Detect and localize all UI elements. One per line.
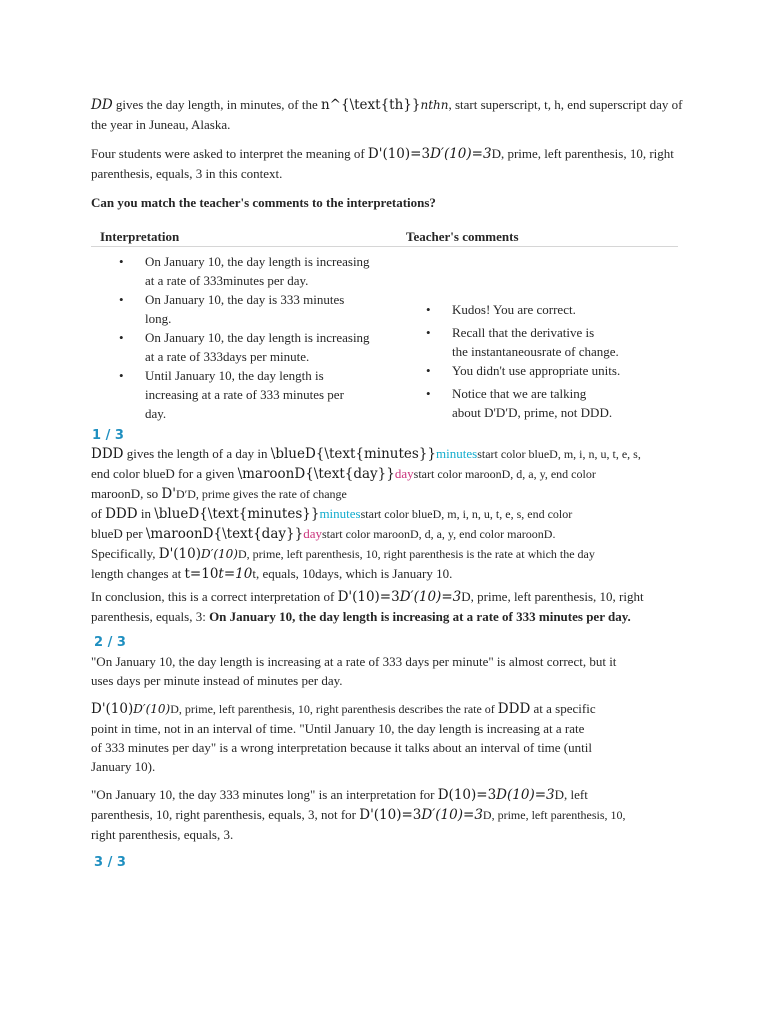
math-latex: D' <box>161 486 176 502</box>
interpretation-line: • On January 10, the day length is increasing <box>145 330 370 345</box>
comment-line: • Notice that we are talking <box>452 386 587 401</box>
conclusion-bold: On January 10, the day length is increasing at a rate of 333 minutes per day. <box>209 609 631 624</box>
math-rendered: D′(10)=3 <box>430 146 492 162</box>
comment-item[interactable] <box>452 361 692 380</box>
math-latex: \maroonD{\text{day}} <box>145 526 304 542</box>
comment-item[interactable] <box>452 300 692 319</box>
math: DDD <box>91 446 124 462</box>
math-latex: D'(10) <box>158 546 201 562</box>
math-D: DD <box>91 97 113 113</box>
table-header <box>91 226 678 247</box>
comment-line: • You didn't use appropriate units. <box>452 363 621 378</box>
math-blue: minutes <box>319 506 361 521</box>
interpretation-line: day. <box>145 406 167 421</box>
comment-item[interactable] <box>452 384 692 422</box>
text: D′D, prime gives the rate of change <box>175 487 347 501</box>
interpretation-line: • On January 10, the day is 333 minutes <box>145 292 345 307</box>
text: t, equals, 10days, which is January 10. <box>252 566 453 581</box>
text-line: "On January 10, the day length is increasing at a rate of 333 days per minute" is almost correct, but it <box>91 654 617 669</box>
intro-text: , start superscript, t, h, end superscript day of the year in Juneau, Alaska. <box>91 97 683 132</box>
text: D, prime, left parenthesis, 10, right <box>461 589 644 604</box>
step-link[interactable]: 3 / 3 <box>94 855 126 870</box>
step-2-paragraph-3 <box>91 785 691 844</box>
intro-text: gives the day length, in minutes, of the <box>112 97 321 112</box>
math-latex: D'(10)=3 <box>359 807 422 823</box>
interpretation-item[interactable] <box>145 328 395 366</box>
math-latex: D(10)=3 <box>437 787 497 803</box>
text: parenthesis, equals, 3: <box>91 609 210 624</box>
text: "On January 10, the day 333 minutes long" is an interpretation for <box>91 787 438 802</box>
text: D, prime, left parenthesis, 10, right parenthesis describes the rate of <box>170 702 498 716</box>
text-line: of 333 minutes per day" is a wrong interpretation because it talks about an interval of time (until <box>91 740 592 755</box>
step-1-link[interactable] <box>92 425 692 445</box>
step-link[interactable]: 1 / 3 <box>92 428 124 443</box>
interpretation-line: at a rate of 333minutes per day. <box>145 273 309 288</box>
math-latex: D'(10) <box>91 701 134 717</box>
interpretation-line: • On January 10, the day length is increasing <box>145 254 370 269</box>
text: length changes at <box>91 566 185 581</box>
math-rendered: D′(10) <box>133 702 171 716</box>
math-maroon: day <box>303 526 322 541</box>
step-2-paragraph-1 <box>91 652 691 690</box>
math-latex: \maroonD{\text{day}} <box>237 466 395 482</box>
text: start color blueD, m, i, n, u, t, e, s, <box>477 447 641 461</box>
text: end color blueD for a given <box>91 466 238 481</box>
math-latex: n^{\text{th}} <box>320 97 421 113</box>
text: in <box>137 506 155 521</box>
intro-paragraph-1 <box>91 95 691 134</box>
question-heading: Can you match the teacher's comments to the interpretations? <box>91 195 436 210</box>
math: DDD <box>497 701 531 717</box>
text: In conclusion, this is a correct interpretation of <box>91 589 338 604</box>
text: D, prime, left parenthesis, 10, <box>482 808 626 822</box>
column-header-interpretation: Interpretation <box>100 229 180 244</box>
step-1-conclusion <box>91 587 691 626</box>
interpretation-line: increasing at a rate of 333 minutes per <box>145 387 344 402</box>
text: start color blueD, m, i, n, u, t, e, s, end color <box>360 507 573 521</box>
math-rendered: t=10 <box>218 566 253 582</box>
math-latex: \blueD{\text{minutes}} <box>154 506 320 522</box>
text: maroonD, so <box>91 486 162 501</box>
intro-text: D, prime, left parenthesis, 10, right parenthesis, equals, 3 in this context. <box>91 146 674 181</box>
text: start color maroonD, d, a, y, end color <box>413 467 596 481</box>
comment-line: • Recall that the derivative is <box>452 325 595 340</box>
step-2-link[interactable] <box>94 632 694 652</box>
math-rendered: D′(10)=3 <box>399 589 462 605</box>
text: gives the length of a day in <box>123 446 271 461</box>
comment-line: about D'D′D, prime, not DDD. <box>452 405 613 420</box>
math-blue: minutes <box>436 446 478 461</box>
comments-list <box>452 300 692 422</box>
step-link[interactable]: 2 / 3 <box>94 635 126 650</box>
intro-paragraph-2 <box>91 144 691 183</box>
text: Specifically, <box>91 546 159 561</box>
intro-text: Four students were asked to interpret the meaning of <box>91 146 368 161</box>
text: start color maroonD, d, a, y, end color maroonD. <box>321 527 556 541</box>
text: of <box>91 506 106 521</box>
interpretation-line: long. <box>145 311 172 326</box>
text: D, prime, left parenthesis, 10, right parenthesis is the rate at which the day <box>237 547 595 561</box>
interpretation-item[interactable] <box>145 252 395 290</box>
text-line: January 10). <box>91 759 156 774</box>
math-rendered: D′(10)=3 <box>421 807 483 823</box>
text: blueD per <box>91 526 146 541</box>
comment-line: the instantaneousrate of change. <box>452 344 619 359</box>
math-rendered: D(10)=3 <box>496 787 555 803</box>
math: DDD <box>105 506 138 522</box>
math-latex: D'(10)=3 <box>337 589 400 605</box>
interpretation-item[interactable] <box>145 366 395 423</box>
interpretation-line: at a rate of 333days per minute. <box>145 349 310 364</box>
text-line: point in time, not in an interval of time. "Until January 10, the day length is increasing at a rate <box>91 721 585 736</box>
text-line: uses days per minute instead of minutes per day. <box>91 673 343 688</box>
math-maroon: day <box>394 466 414 481</box>
comment-item[interactable] <box>452 323 692 361</box>
interpretation-line: • Until January 10, the day length is <box>145 368 324 383</box>
column-header-comments: Teacher's comments <box>406 229 519 244</box>
math-rendered: nthn <box>420 98 449 112</box>
interpretation-item[interactable] <box>145 290 395 328</box>
text: at a specific <box>530 701 596 716</box>
interpretation-list <box>145 252 395 423</box>
text-line: right parenthesis, equals, 3. <box>91 827 234 842</box>
step-1-explanation <box>91 444 691 584</box>
text: parenthesis, 10, right parenthesis, equals, 3, not for <box>91 807 360 822</box>
text: D, left <box>554 787 588 802</box>
comment-line: • Kudos! You are correct. <box>452 302 576 317</box>
math-rendered: D′(10) <box>201 547 238 561</box>
math-latex: D'(10)=3 <box>367 146 431 162</box>
math-latex: t=10 <box>184 566 219 582</box>
step-3-link[interactable] <box>94 852 694 872</box>
math-latex: \blueD{\text{minutes}} <box>270 446 437 462</box>
step-2-paragraph-2 <box>91 699 691 776</box>
